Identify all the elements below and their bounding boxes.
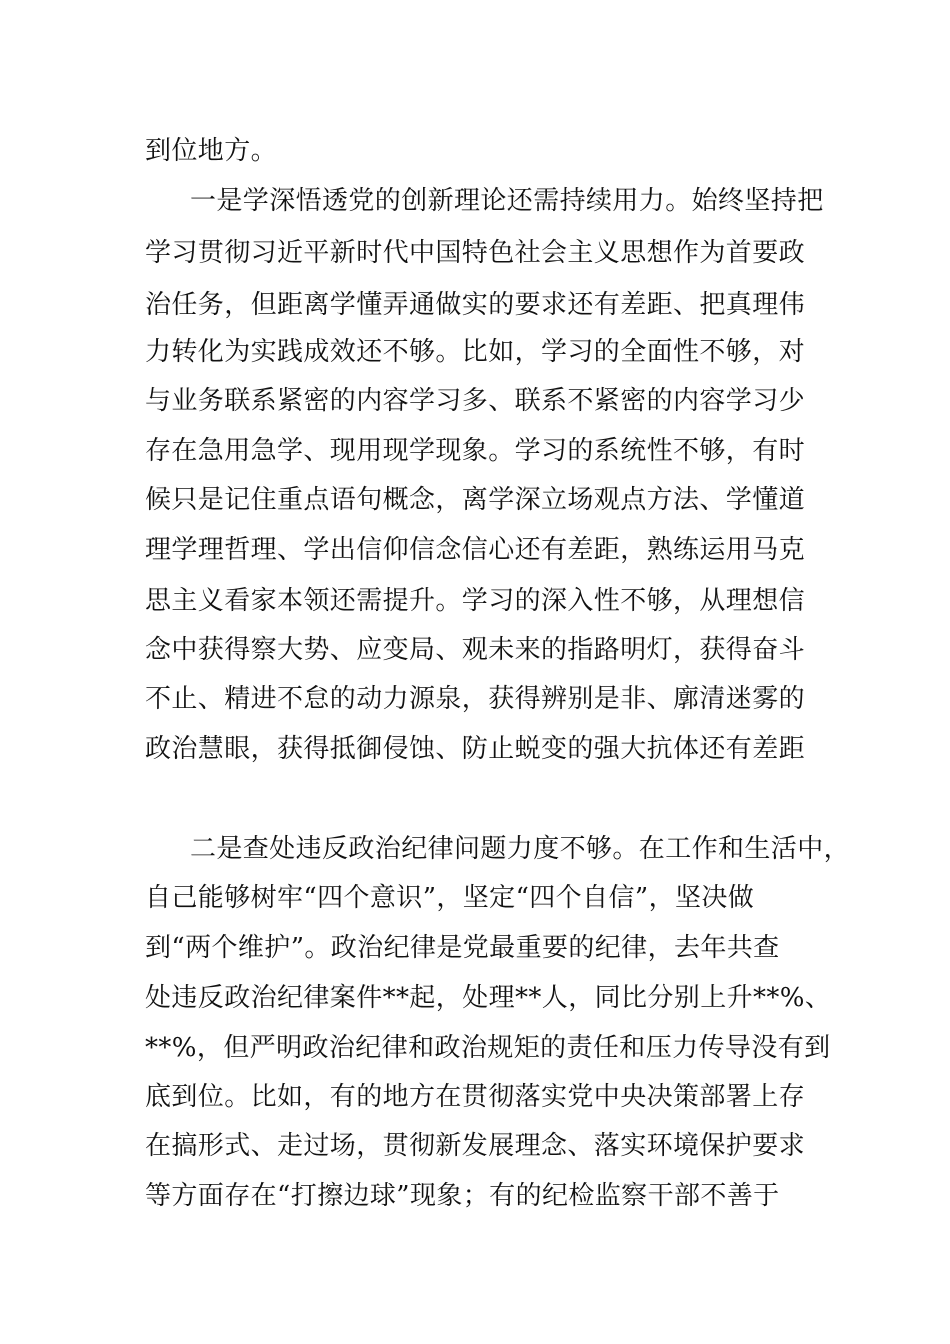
paragraph-line: 不止、精进不怠的动力源泉，获得辨别是非、廓清迷雾的 — [145, 684, 806, 714]
paragraph-line: 二是查处违反政治纪律问题力度不够。在工作和生活中， — [190, 834, 851, 864]
paragraph-line: **%，但严明政治纪律和政治规矩的责任和压力传导没有到 — [145, 1033, 831, 1063]
paragraph-line: 到位地方。 — [145, 136, 278, 166]
paragraph-line: 自己能够树牢“四个意识”，坚定“四个自信”，坚决做 — [145, 883, 755, 913]
paragraph-line: 思主义看家本领还需提升。学习的深入性不够，从理想信 — [145, 586, 806, 616]
paragraph-line: 政治慧眼，获得抵御侵蚀、防止蜕变的强大抗体还有差距 — [145, 734, 806, 764]
paragraph-line: 到“两个维护”。政治纪律是党最重要的纪律，去年共查 — [145, 933, 780, 963]
paragraph-line: 学习贯彻习近平新时代中国特色社会主义思想作为首要政 — [145, 238, 806, 268]
paragraph-line: 等方面存在“打擦边球”现象；有的纪检监察干部不善于 — [145, 1181, 780, 1211]
paragraph-line: 力转化为实践成效还不够。比如，学习的全面性不够，对 — [145, 337, 806, 367]
paragraph-line: 一是学深悟透党的创新理论还需持续用力。始终坚持把 — [190, 186, 824, 216]
paragraph-line: 处违反政治纪律案件**起，处理**人，同比分别上升**%、 — [145, 983, 832, 1013]
paragraph-line: 候只是记住重点语句概念，离学深立场观点方法、学懂道 — [145, 485, 806, 515]
paragraph-line: 在搞形式、走过场，贯彻新发展理念、落实环境保护要求 — [145, 1131, 806, 1161]
paragraph-line: 治任务，但距离学懂弄通做实的要求还有差距、把真理伟 — [145, 290, 806, 320]
paragraph-line: 与业务联系紧密的内容学习多、联系不紧密的内容学习少 — [145, 386, 806, 416]
paragraph-line: 底到位。比如，有的地方在贯彻落实党中央决策部署上存 — [145, 1082, 806, 1112]
paragraph-line: 理学理哲理、学出信仰信念信心还有差距，熟练运用马克 — [145, 535, 806, 565]
paragraph-line: 念中获得察大势、应变局、观未来的指路明灯，获得奋斗 — [145, 635, 806, 665]
paragraph-line: 存在急用急学、现用现学现象。学习的系统性不够，有时 — [145, 436, 806, 466]
